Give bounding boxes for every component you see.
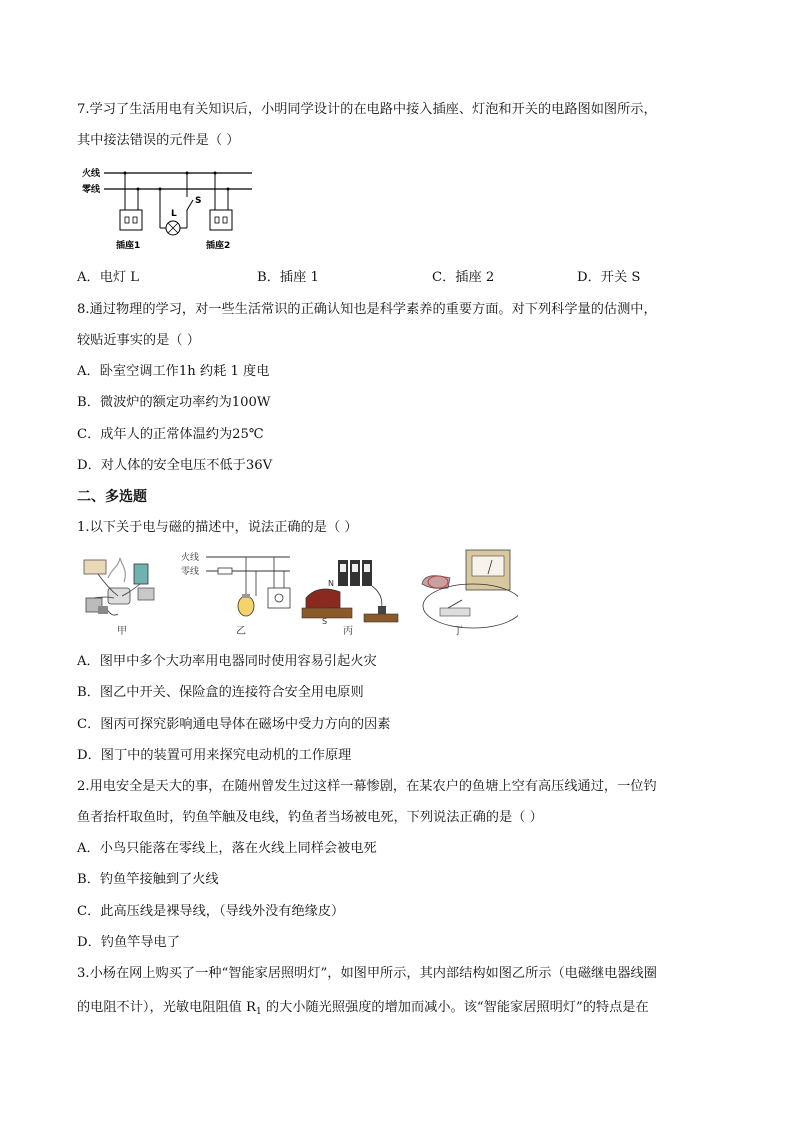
m2-option-c[interactable]: C．此高压线是裸导线，（导线外没有绝缘皮） bbox=[77, 904, 345, 919]
m3-stem-line2 bbox=[77, 998, 649, 1022]
m1-figure-ding bbox=[422, 550, 518, 637]
q7-option-a[interactable]: A．电灯 L bbox=[77, 270, 140, 285]
m1-yi-neutral-label: 零线 bbox=[181, 567, 200, 577]
m2-option-a[interactable]: A．小鸟只能落在零线上，落在火线上同样会被电死 bbox=[77, 841, 377, 856]
m1-figure-ding-label: 丁 bbox=[453, 626, 463, 637]
q7-option-d[interactable]: D．开关 S bbox=[577, 270, 641, 285]
q7-stem-line2: 其中接法错误的元件是（ ） bbox=[77, 133, 240, 148]
m1-option-d[interactable]: D．图丁中的装置可用来探究电动机的工作原理 bbox=[77, 748, 352, 763]
m3-stem-line2-b: 的大小随光照强度的增加而减小。该“智能家居照明灯”的特点是在 bbox=[261, 1000, 649, 1015]
m2-stem-line1: 2.用电安全是天大的事，在随州曾发生过这样一幕惨剧，在某农户的鱼塘上空有高压线通过，一位钓 bbox=[77, 779, 657, 794]
q8-option-a[interactable]: A．卧室空调工作1h 约耗 1 度电 bbox=[77, 364, 270, 379]
q7-socket2-label: 插座2 bbox=[206, 241, 231, 251]
m1-option-b[interactable]: B．图乙中开关、保险盒的连接符合安全用电原则 bbox=[77, 685, 364, 700]
q7-neutral-wire-label: 零线 bbox=[82, 185, 101, 195]
m3-stem-line2-a: 的电阻不计），光敏电阻阻值 R bbox=[77, 1000, 256, 1015]
q7-live-wire-label: 火线 bbox=[82, 169, 101, 179]
q7-socket2 bbox=[210, 210, 232, 230]
q7-switch bbox=[187, 173, 193, 228]
q7-socket1 bbox=[120, 210, 142, 230]
m1-figures bbox=[78, 548, 518, 643]
m3-r1-subscript: 1 bbox=[255, 1007, 262, 1017]
m1-figure-bing bbox=[302, 560, 398, 637]
q7-switch-label: S bbox=[195, 196, 202, 206]
m1-bing-n-label: N bbox=[328, 579, 334, 588]
m2-option-d[interactable]: D．钓鱼竿导电了 bbox=[77, 935, 180, 950]
q7-socket1-label: 插座1 bbox=[116, 241, 141, 251]
m1-figure-jia-label: 甲 bbox=[117, 626, 127, 637]
m1-option-c[interactable]: C．图丙可探究影响通电导体在磁场中受力方向的因素 bbox=[77, 717, 391, 732]
q7-option-b[interactable]: B．插座 1 bbox=[257, 270, 319, 285]
section-heading-multiple-choice: 二、多选题 bbox=[77, 489, 147, 505]
q8-option-d[interactable]: D．对人体的安全电压不低于36V bbox=[77, 458, 273, 473]
m2-option-b[interactable]: B．钓鱼竿接触到了火线 bbox=[77, 872, 219, 887]
m1-bing-s-label: S bbox=[322, 617, 328, 626]
m1-yi-live-label: 火线 bbox=[181, 553, 200, 563]
m1-option-a[interactable]: A．图甲中多个大功率用电器同时使用容易引起火灾 bbox=[77, 654, 377, 669]
m1-figure-bing-label: 丙 bbox=[343, 626, 353, 637]
m1-stem: 1.以下关于电与磁的描述中，说法正确的是（ ） bbox=[77, 520, 358, 535]
m1-figure-yi bbox=[181, 551, 290, 637]
m2-stem-line2: 鱼者抬杆取鱼时，钓鱼竿触及电线，钓鱼者当场被电死，下列说法正确的是（ ） bbox=[77, 810, 543, 825]
m1-figure-jia bbox=[84, 558, 154, 637]
q7-stem-line1: 7.学习了生活用电有关知识后，小明同学设计的在电路中接入插座、灯泡和开关的电路图如图所示， bbox=[77, 102, 657, 117]
q7-option-c[interactable]: C．插座 2 bbox=[432, 270, 495, 285]
q7-lamp-label: L bbox=[171, 209, 177, 219]
m3-stem-line1: 3.小杨在网上购买了一种“智能家居照明灯”，如图甲所示，其内部结构如图乙所示（电磁继电器线圈 bbox=[77, 966, 657, 981]
q8-option-c[interactable]: C．成年人的正常体温约为25℃ bbox=[77, 427, 264, 442]
q8-stem-line2: 较贴近事实的是（ ） bbox=[77, 333, 200, 348]
m1-figure-yi-label: 乙 bbox=[236, 626, 246, 637]
q7-lamp bbox=[166, 221, 180, 235]
q8-option-b[interactable]: B．微波炉的额定功率约为100W bbox=[77, 395, 271, 410]
q8-stem-line1: 8.通过物理的学习，对一些生活常识的正确认知也是科学素养的重要方面。对下列科学量的估测中， bbox=[77, 302, 657, 317]
q7-circuit-diagram bbox=[80, 164, 255, 256]
